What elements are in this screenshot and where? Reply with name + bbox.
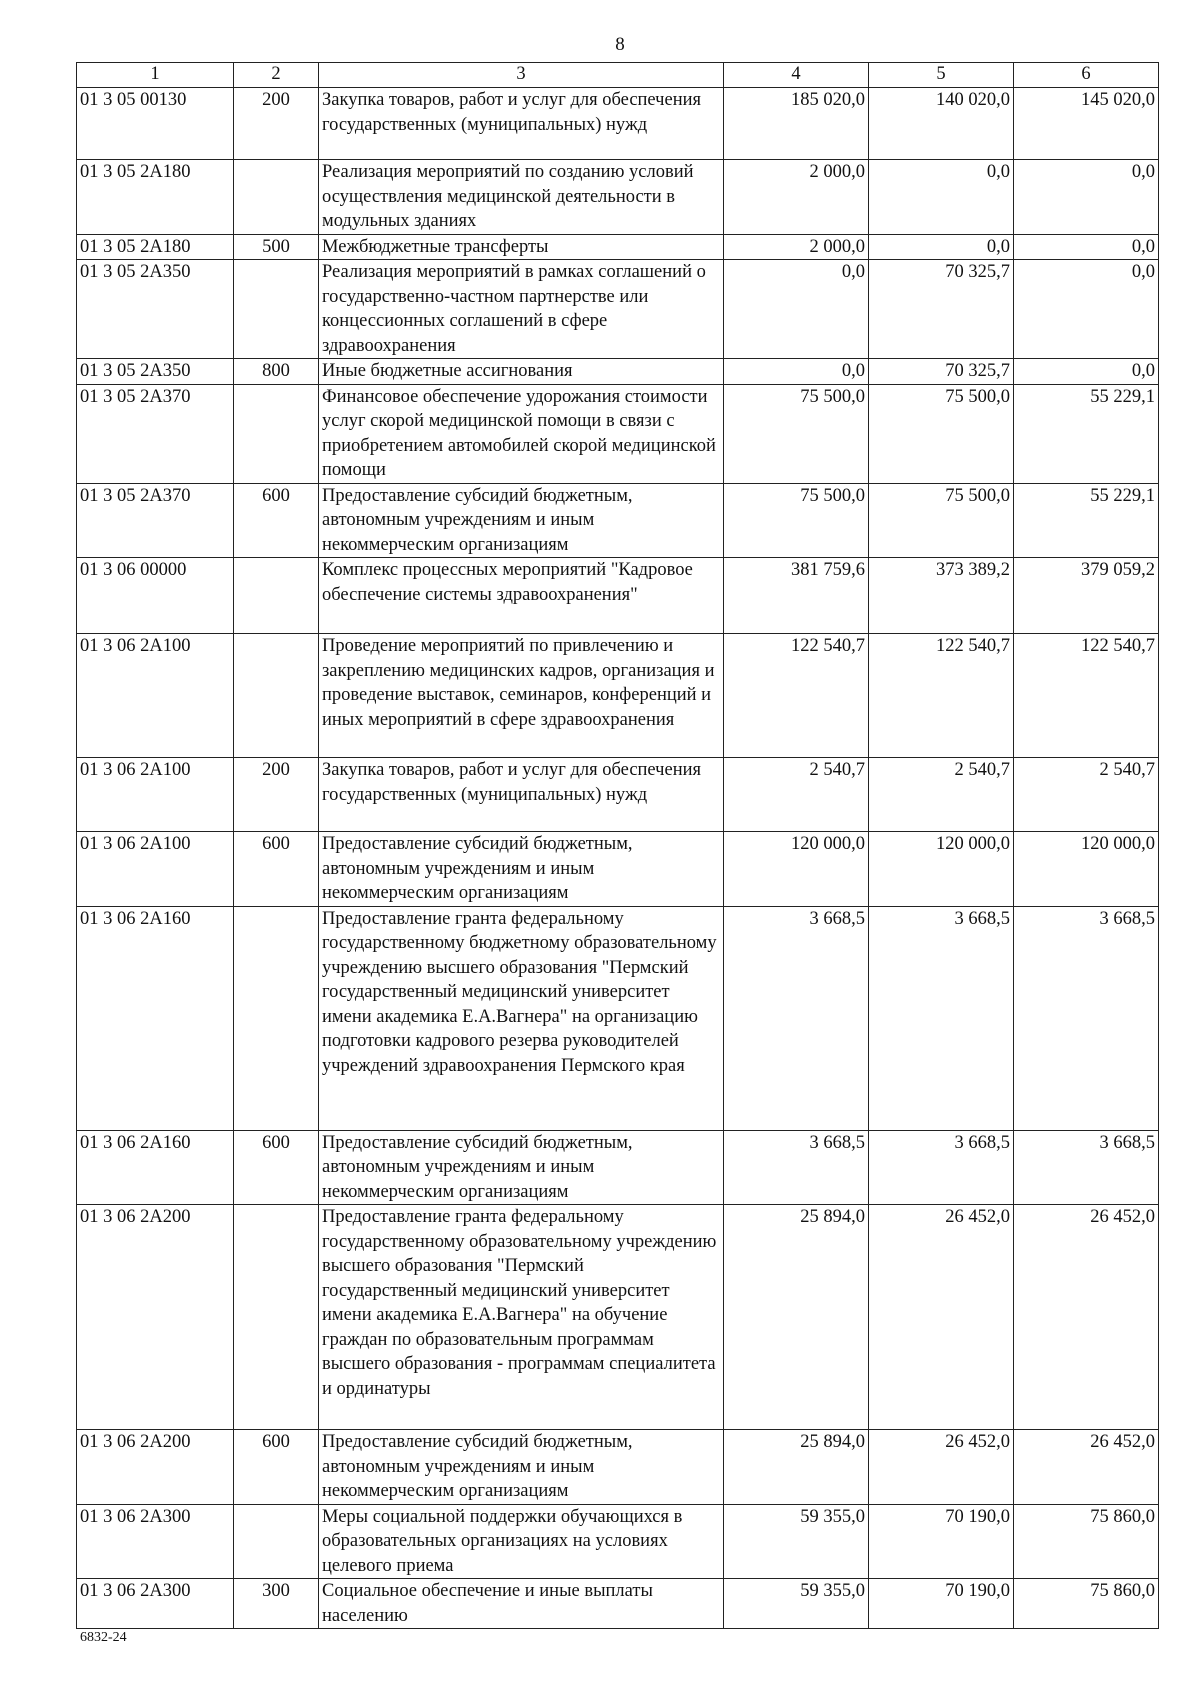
column-header: 4 — [724, 63, 869, 88]
amount-col-4: 25 894,0 — [724, 1430, 869, 1505]
amount-col-4: 2 000,0 — [724, 160, 869, 235]
item-name: Иные бюджетные ассигнования — [319, 359, 724, 385]
item-name: Предоставление субсидий бюджетным, автономным учреждениям и иным некоммерческим организациям — [319, 832, 724, 907]
amount-col-6: 75 860,0 — [1014, 1579, 1159, 1629]
column-header: 1 — [77, 63, 234, 88]
column-header: 5 — [869, 63, 1014, 88]
page-number: 8 — [615, 34, 625, 55]
amount-col-4: 0,0 — [724, 260, 869, 359]
expense-type — [234, 260, 319, 359]
item-name: Предоставление гранта федеральному государственному бюджетному образовательному учреждению высшего образования "Пермский государственный медицинский университет имени академика Е.А.Вагнера" на организацию подготовки кадрового резерва руководителей учреждений здравоохранения Пермского края — [319, 906, 724, 1130]
item-name: Реализация мероприятий в рамках соглашений о государственно-частном партнерстве или концессионных соглашений в сфере здравоохранения — [319, 260, 724, 359]
target-article-code: 01 3 05 2А180 — [77, 234, 234, 260]
table-row — [77, 359, 1159, 385]
amount-col-6: 75 860,0 — [1014, 1504, 1159, 1579]
item-name: Закупка товаров, работ и услуг для обеспечения государственных (муниципальных) нужд — [319, 88, 724, 160]
target-article-code: 01 3 05 2А370 — [77, 384, 234, 483]
item-name: Предоставление субсидий бюджетным, автономным учреждениям и иным некоммерческим организациям — [319, 483, 724, 558]
item-name: Комплекс процессных мероприятий "Кадровое обеспечение системы здравоохранения" — [319, 558, 724, 634]
item-name: Предоставление субсидий бюджетным, автономным учреждениям и иным некоммерческим организациям — [319, 1130, 724, 1205]
amount-col-5: 0,0 — [869, 234, 1014, 260]
amount-col-4: 2 540,7 — [724, 758, 869, 832]
table-row — [77, 758, 1159, 832]
amount-col-4: 122 540,7 — [724, 634, 869, 758]
amount-col-4: 59 355,0 — [724, 1579, 869, 1629]
expense-type — [234, 1205, 319, 1430]
amount-col-5: 2 540,7 — [869, 758, 1014, 832]
amount-col-4: 75 500,0 — [724, 384, 869, 483]
amount-col-6: 0,0 — [1014, 260, 1159, 359]
amount-col-6: 0,0 — [1014, 359, 1159, 385]
expense-type — [234, 1504, 319, 1579]
table-row — [77, 260, 1159, 359]
expense-type: 200 — [234, 758, 319, 832]
amount-col-6: 3 668,5 — [1014, 906, 1159, 1130]
table-row — [77, 483, 1159, 558]
item-name: Предоставление субсидий бюджетным, автономным учреждениям и иным некоммерческим организациям — [319, 1430, 724, 1505]
amount-col-4: 120 000,0 — [724, 832, 869, 907]
amount-col-5: 70 190,0 — [869, 1504, 1014, 1579]
column-header: 6 — [1014, 63, 1159, 88]
amount-col-6: 145 020,0 — [1014, 88, 1159, 160]
amount-col-4: 3 668,5 — [724, 1130, 869, 1205]
table-row — [77, 906, 1159, 1130]
target-article-code: 01 3 05 2А350 — [77, 359, 234, 385]
table-row — [77, 832, 1159, 907]
amount-col-6: 2 540,7 — [1014, 758, 1159, 832]
document-footer-code: 6832-24 — [80, 1630, 127, 1645]
amount-col-5: 122 540,7 — [869, 634, 1014, 758]
amount-col-5: 70 325,7 — [869, 260, 1014, 359]
amount-col-6: 55 229,1 — [1014, 384, 1159, 483]
amount-col-5: 75 500,0 — [869, 384, 1014, 483]
amount-col-5: 0,0 — [869, 160, 1014, 235]
amount-col-6: 0,0 — [1014, 160, 1159, 235]
item-name: Межбюджетные трансферты — [319, 234, 724, 260]
target-article-code: 01 3 06 2А160 — [77, 906, 234, 1130]
amount-col-5: 373 389,2 — [869, 558, 1014, 634]
amount-col-5: 140 020,0 — [869, 88, 1014, 160]
target-article-code: 01 3 06 2А300 — [77, 1504, 234, 1579]
amount-col-4: 59 355,0 — [724, 1504, 869, 1579]
amount-col-5: 70 190,0 — [869, 1579, 1014, 1629]
item-name: Меры социальной поддержки обучающихся в образовательных организациях на условиях целевого приема — [319, 1504, 724, 1579]
target-article-code: 01 3 06 2А100 — [77, 832, 234, 907]
target-article-code: 01 3 06 2А100 — [77, 634, 234, 758]
column-header: 2 — [234, 63, 319, 88]
expense-type: 800 — [234, 359, 319, 385]
table-row — [77, 1130, 1159, 1205]
item-name: Проведение мероприятий по привлечению и закреплению медицинских кадров, организация и проведение выставок, семинаров, конференций и иных мероприятий в сфере здравоохранения — [319, 634, 724, 758]
table-row — [77, 1579, 1159, 1629]
item-name: Предоставление гранта федеральному государственному образовательному учреждению высшего образования "Пермский государственный медицинский университет имени академика Е.А.Вагнера" на обучение граждан по образовательным программам высшего образования - программам специалитета и ординатуры — [319, 1205, 724, 1430]
amount-col-6: 0,0 — [1014, 234, 1159, 260]
amount-col-4: 2 000,0 — [724, 234, 869, 260]
target-article-code: 01 3 06 00000 — [77, 558, 234, 634]
target-article-code: 01 3 05 2А180 — [77, 160, 234, 235]
table-row — [77, 234, 1159, 260]
table-row — [77, 558, 1159, 634]
expense-type — [234, 160, 319, 235]
item-name: Социальное обеспечение и иные выплаты населению — [319, 1579, 724, 1629]
amount-col-4: 0,0 — [724, 359, 869, 385]
expense-type: 200 — [234, 88, 319, 160]
amount-col-5: 3 668,5 — [869, 1130, 1014, 1205]
amount-col-5: 120 000,0 — [869, 832, 1014, 907]
expense-type — [234, 906, 319, 1130]
table-row — [77, 1430, 1159, 1505]
amount-col-4: 381 759,6 — [724, 558, 869, 634]
item-name: Финансовое обеспечение удорожания стоимости услуг скорой медицинской помощи в связи с приобретением автомобилей скорой медицинской помощи — [319, 384, 724, 483]
target-article-code: 01 3 06 2А100 — [77, 758, 234, 832]
target-article-code: 01 3 06 2А200 — [77, 1430, 234, 1505]
table-row — [77, 160, 1159, 235]
amount-col-4: 75 500,0 — [724, 483, 869, 558]
table-row — [77, 1205, 1159, 1430]
target-article-code: 01 3 06 2А300 — [77, 1579, 234, 1629]
expense-type: 600 — [234, 1130, 319, 1205]
column-header: 3 — [319, 63, 724, 88]
target-article-code: 01 3 06 2А160 — [77, 1130, 234, 1205]
amount-col-6: 55 229,1 — [1014, 483, 1159, 558]
amount-col-5: 26 452,0 — [869, 1205, 1014, 1430]
expense-type — [234, 384, 319, 483]
target-article-code: 01 3 05 2А370 — [77, 483, 234, 558]
amount-col-4: 25 894,0 — [724, 1205, 869, 1430]
amount-col-6: 122 540,7 — [1014, 634, 1159, 758]
expense-type — [234, 634, 319, 758]
item-name: Реализация мероприятий по созданию условий осуществления медицинской деятельности в модульных зданиях — [319, 160, 724, 235]
target-article-code: 01 3 05 2А350 — [77, 260, 234, 359]
amount-col-5: 26 452,0 — [869, 1430, 1014, 1505]
amount-col-5: 3 668,5 — [869, 906, 1014, 1130]
item-name: Закупка товаров, работ и услуг для обеспечения государственных (муниципальных) нужд — [319, 758, 724, 832]
table-row — [77, 634, 1159, 758]
expense-type: 300 — [234, 1579, 319, 1629]
amount-col-6: 3 668,5 — [1014, 1130, 1159, 1205]
amount-col-5: 75 500,0 — [869, 483, 1014, 558]
table-row — [77, 384, 1159, 483]
target-article-code: 01 3 05 00130 — [77, 88, 234, 160]
amount-col-6: 120 000,0 — [1014, 832, 1159, 907]
target-article-code: 01 3 06 2А200 — [77, 1205, 234, 1430]
expense-type — [234, 558, 319, 634]
expense-type: 600 — [234, 483, 319, 558]
amount-col-6: 26 452,0 — [1014, 1205, 1159, 1430]
expense-type: 500 — [234, 234, 319, 260]
header-row — [77, 63, 1159, 88]
expense-type: 600 — [234, 1430, 319, 1505]
amount-col-6: 26 452,0 — [1014, 1430, 1159, 1505]
amount-col-5: 70 325,7 — [869, 359, 1014, 385]
budget-table — [76, 62, 1159, 1629]
amount-col-6: 379 059,2 — [1014, 558, 1159, 634]
amount-col-4: 3 668,5 — [724, 906, 869, 1130]
table-row — [77, 1504, 1159, 1579]
amount-col-4: 185 020,0 — [724, 88, 869, 160]
expense-type: 600 — [234, 832, 319, 907]
table-row — [77, 88, 1159, 160]
